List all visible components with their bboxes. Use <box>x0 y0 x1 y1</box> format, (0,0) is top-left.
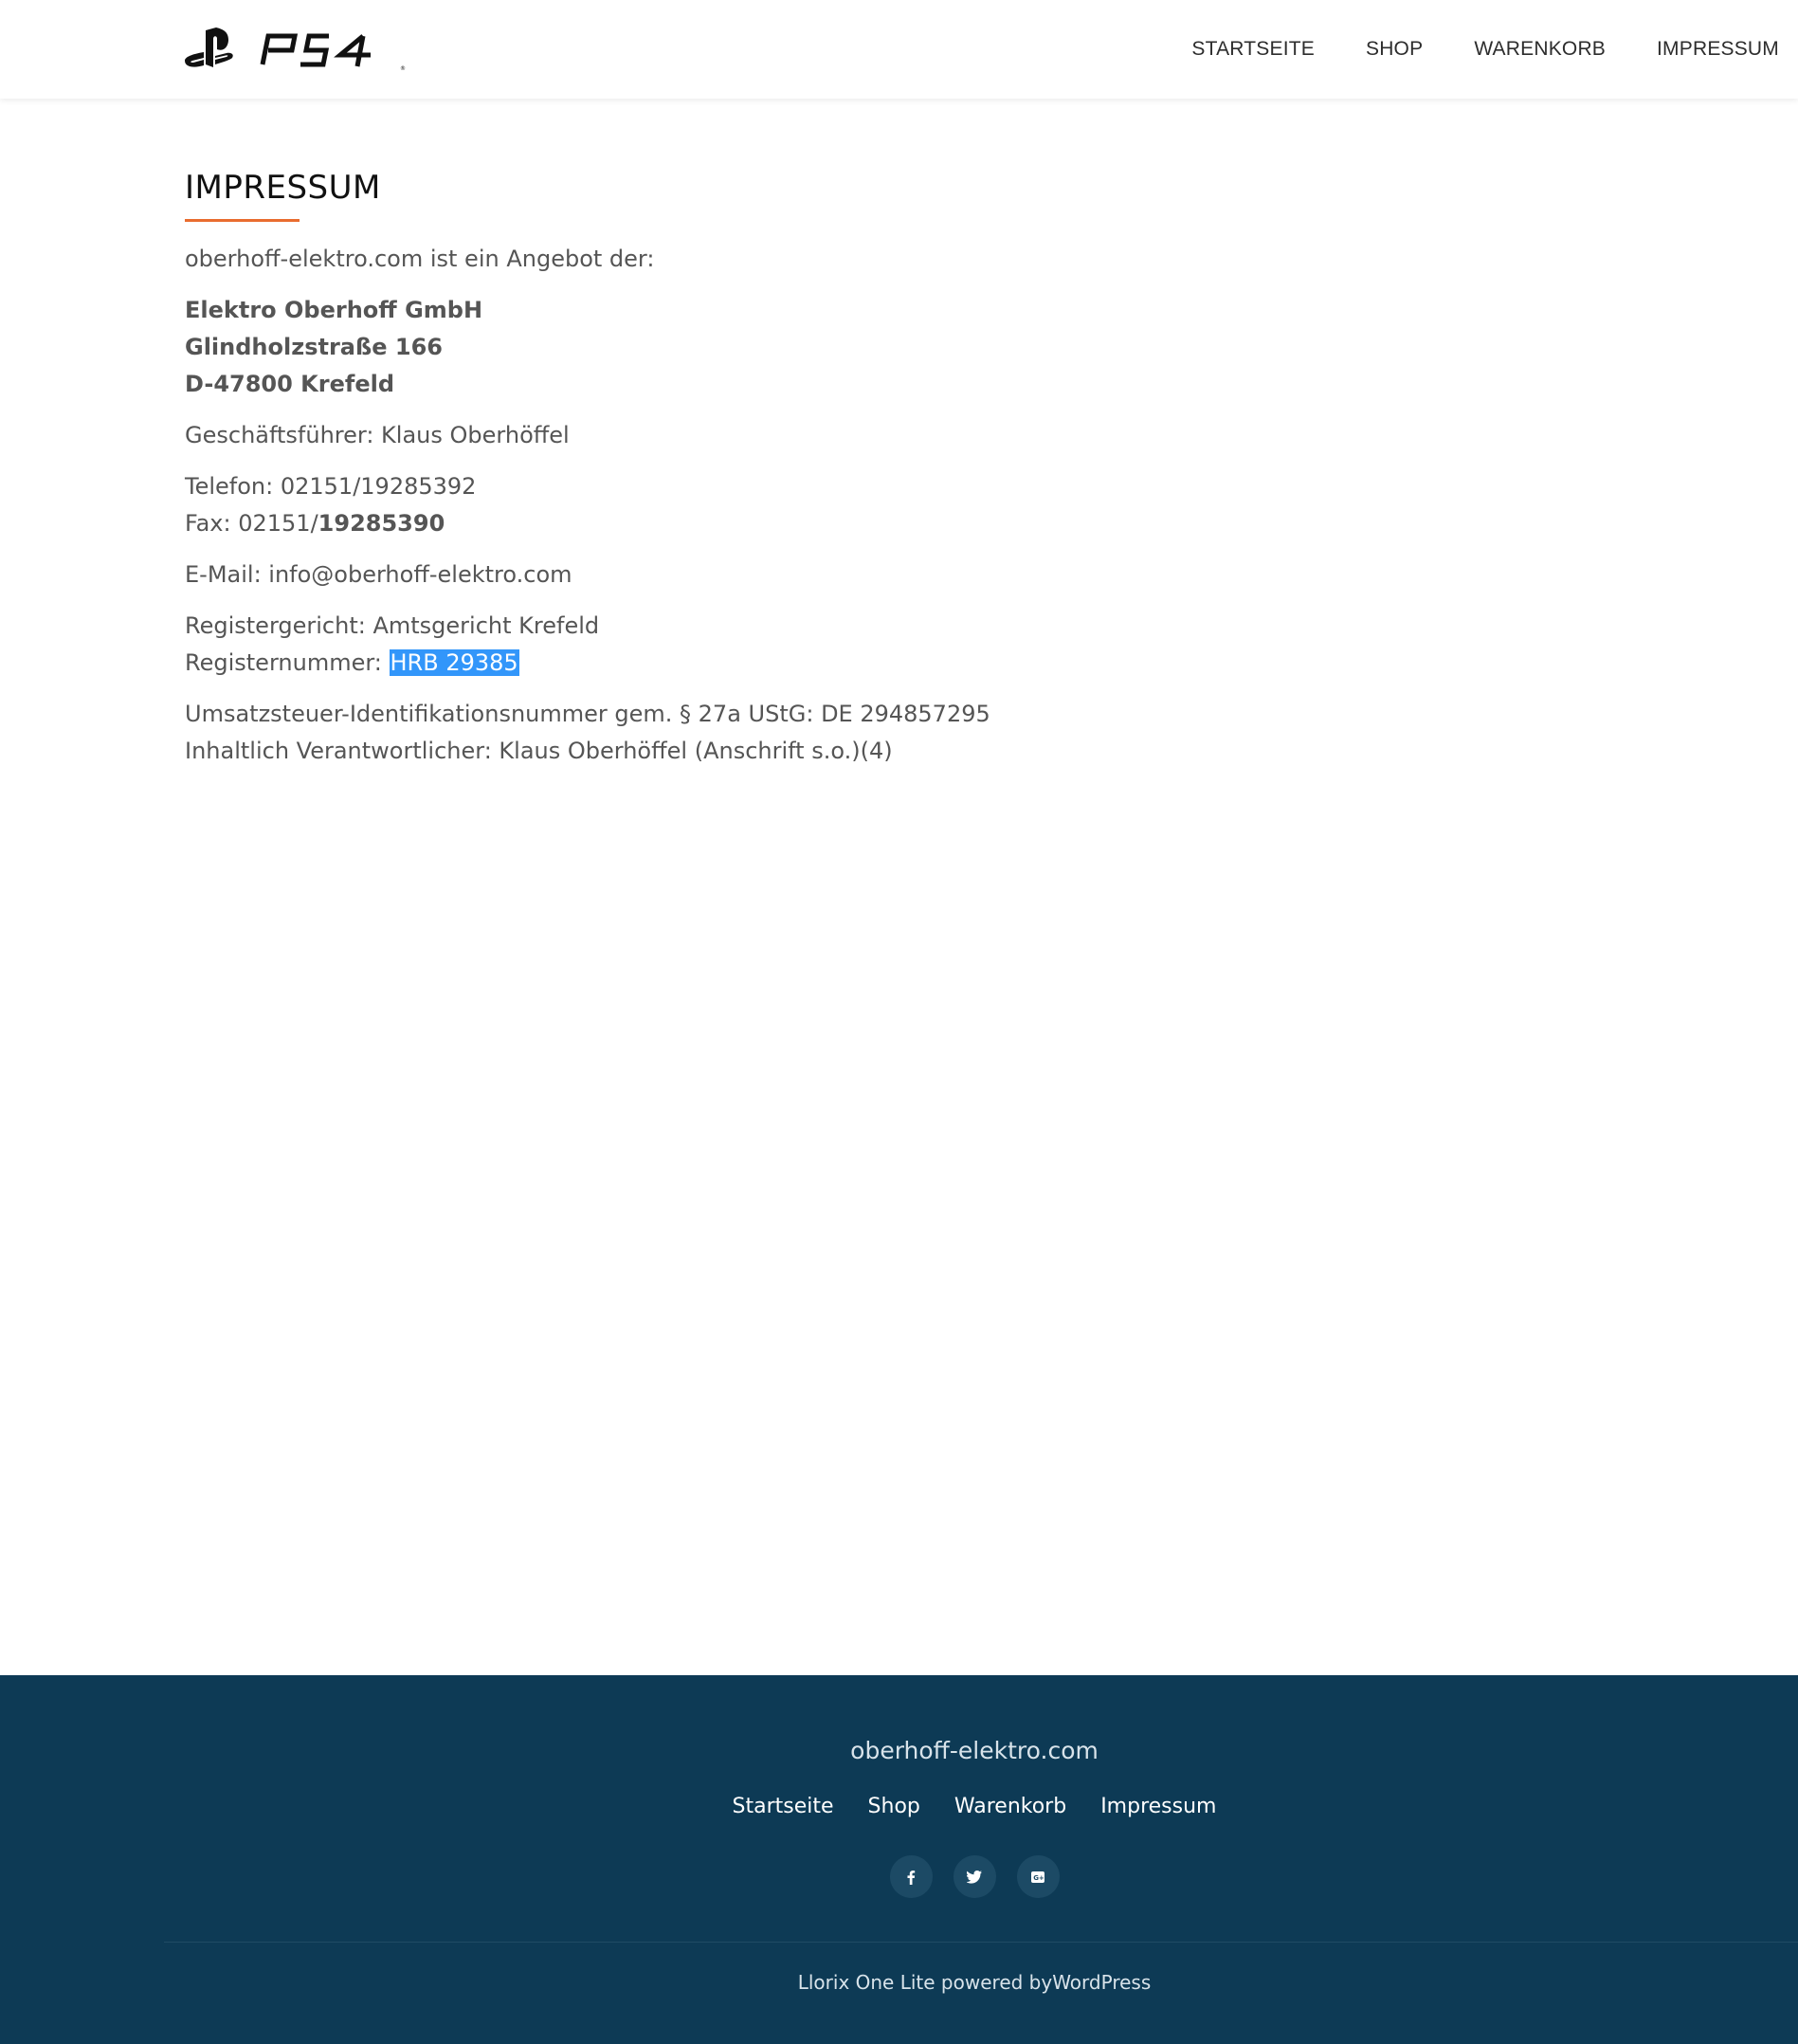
svg-text:G+: G+ <box>1033 1873 1044 1882</box>
company-street: Glindholzstraße 166 <box>185 334 443 360</box>
footer-site-name: oberhoff-elektro.com <box>850 1737 1099 1764</box>
social-links <box>0 1855 1798 1898</box>
footer-divider <box>164 1942 1798 1943</box>
intro-text <box>185 241 1322 278</box>
main-nav <box>1140 0 1779 99</box>
footer-link-impressum[interactable]: Impressum <box>1100 1795 1217 1818</box>
managing-director-text: Geschäftsführer: Klaus Oberhöffel <box>185 422 570 448</box>
svg-text:®: ® <box>400 65 406 72</box>
company-name: Elektro Oberhoff GmbH <box>185 297 483 323</box>
credit-wordpress-link[interactable]: WordPress <box>1052 1971 1152 1994</box>
register-number-selected[interactable]: HRB 29385 <box>390 649 518 676</box>
twitter-button[interactable] <box>953 1855 996 1898</box>
site-header <box>0 0 1798 99</box>
fax-number: 19285390 <box>318 510 445 537</box>
tax-info <box>185 696 1322 770</box>
footer-link-startseite[interactable]: Startseite <box>732 1795 834 1818</box>
intro-label: oberhoff-elektro.com ist ein Angebot der: <box>185 246 655 272</box>
main-content <box>185 169 1322 784</box>
phone-text: Telefon: 02151/19285392 <box>185 473 477 500</box>
footer-nav <box>0 1795 1798 1818</box>
title-underline <box>185 219 300 222</box>
facebook-button[interactable] <box>890 1855 933 1898</box>
twitter-icon <box>967 1871 982 1884</box>
facebook-icon <box>904 1870 917 1885</box>
company-city: D-47800 Krefeld <box>185 371 395 397</box>
site-footer <box>0 1675 1798 2044</box>
email-text[interactable]: E-Mail: info@oberhoff-elektro.com <box>185 561 572 588</box>
managing-director <box>185 417 1322 454</box>
vat-id: Umsatzsteuer-Identifikationsnummer gem. § 27a UStG: DE 294857295 <box>185 701 990 727</box>
email-line <box>185 557 1322 593</box>
footer-link-warenkorb[interactable]: Warenkorb <box>953 1795 1067 1818</box>
nav-impressum[interactable]: IMPRESSUM <box>1657 38 1779 60</box>
fax-label: Fax: 02151/ <box>185 510 318 537</box>
ps4-logo[interactable] <box>185 27 408 74</box>
nav-shop[interactable]: SHOP <box>1365 38 1424 60</box>
credit-powered-text: powered by <box>935 1971 1053 1994</box>
google-plus-icon <box>1030 1870 1045 1885</box>
google-plus-button[interactable] <box>1017 1855 1060 1898</box>
nav-startseite[interactable]: STARTSEITE <box>1191 38 1315 60</box>
footer-link-shop[interactable]: Shop <box>867 1795 920 1818</box>
register-number-label: Registernummer: <box>185 649 390 676</box>
responsible-person: Inhaltlich Verantwortlicher: Klaus Oberhöffel (Anschrift s.o.)(4) <box>185 738 893 764</box>
register-info <box>185 608 1322 682</box>
company-address <box>185 292 1322 403</box>
nav-warenkorb[interactable]: WARENKORB <box>1474 38 1607 60</box>
credit-theme-link[interactable]: Llorix One Lite <box>797 1971 935 1994</box>
contact-phone-fax <box>185 468 1322 542</box>
footer-credit <box>0 1971 1798 1994</box>
register-court: Registergericht: Amtsgericht Krefeld <box>185 612 600 639</box>
page-title: IMPRESSUM <box>185 169 381 207</box>
